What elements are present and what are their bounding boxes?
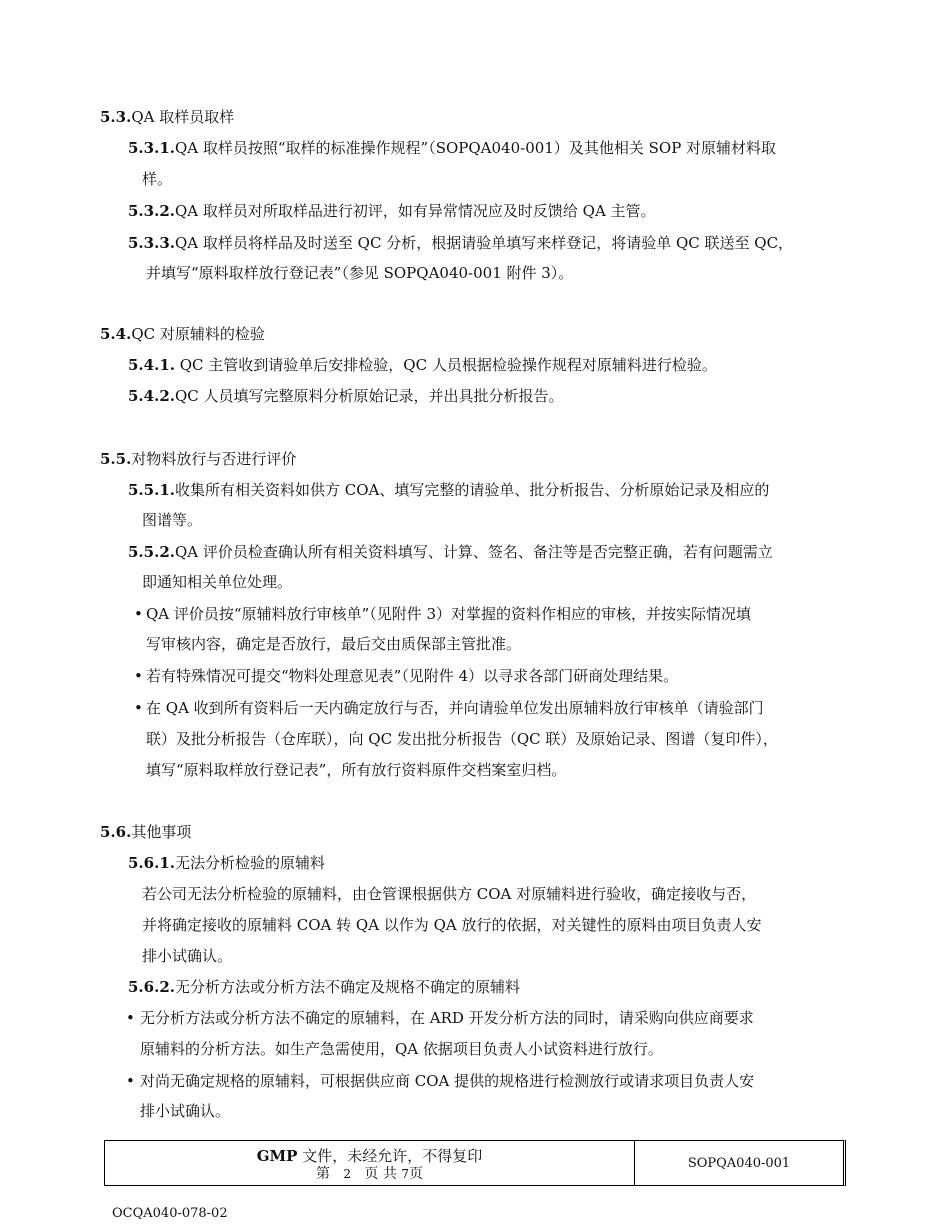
bullet-5-5-a: QA 评价员按“原辅料放行审核单”（见附件 3）对掌握的资料作相应的审核，并按实际情况填 — [146, 605, 752, 623]
item-5-5-2: 5.5.2.QA 评价员检查确认所有相关资料填写、计算、签名、备注等是否完整正确，若有问题需立 — [128, 543, 773, 561]
copy-notice: GMP 文件，未经允许，不得复印 — [256, 1147, 483, 1165]
page-total: 7 — [401, 1167, 409, 1181]
bullet-5-5-c-cont1: 联）及批分析报告（仓库联），向 QC 发出批分析报告（QC 联）及原始记录、图谱（复印件）， — [146, 730, 778, 748]
item-5-3-2: 5.3.2.QA 取样员对所取样品进行初评，如有异常情况应及时反馈给 QA 主管。 — [128, 202, 656, 220]
item-5-4-2: 5.4.2.QC 人员填写完整原料分析原始记录，并出具批分析报告。 — [128, 387, 564, 405]
item-5-3-3: 5.3.3.QA 取样员将样品及时送至 QC 分析，根据请验单填写来样登记，将请验单 QC 联送至 QC， — [128, 234, 794, 252]
bullet-5-5-c: 在 QA 收到所有资料后一天内确定放行与否，并向请验单位发出原辅料放行审核单（请验部门 — [146, 699, 764, 717]
bullet-5-6-a-cont: 原辅料的分析方法。如生产急需使用，QA 依据项目负责人小试资料进行放行。 — [140, 1040, 663, 1058]
item-5-5-1-cont: 图谱等。 — [142, 511, 203, 529]
item-5-6-2: 5.6.2.无分析方法或分析方法不确定及规格不确定的原辅料 — [128, 978, 520, 996]
footer-table — [104, 1140, 846, 1186]
bullet-5-5-c-cont2: 填写“原料取样放行登记表”，所有放行资料原件交档案室归档。 — [146, 761, 567, 779]
bullet-glyph: • — [126, 1009, 135, 1027]
document-number: OCQA040-078-02 — [112, 1206, 228, 1221]
item-5-3-3-cont: 并填写“原料取样放行登记表”（参见 SOPQA040-001 附件 3）。 — [146, 264, 574, 282]
page-indicator: 第 2 页 共 7页 — [316, 1166, 423, 1182]
footer-notice-cell — [105, 1141, 635, 1185]
bullet-5-6-b: 对尚无确定规格的原辅料，可根据供应商 COA 提供的规格进行检测放行或请求项目负责人安 — [140, 1072, 755, 1090]
section-5-4-heading: 5.4.QC 对原辅料的检验 — [100, 325, 265, 343]
item-5-4-1: 5.4.1. QC 主管收到请验单后安排检验，QC 人员根据检验操作规程对原辅料进行检验。 — [128, 356, 717, 374]
section-5-6-heading: 5.6.其他事项 — [100, 823, 192, 841]
section-5-5-heading: 5.5.对物料放行与否进行评价 — [100, 450, 297, 468]
item-5-6-1-p3: 排小试确认。 — [142, 947, 233, 965]
bullet-5-6-b-cont: 排小试确认。 — [140, 1102, 231, 1120]
bullet-glyph: • — [126, 1072, 135, 1090]
page-number: 2 — [343, 1167, 352, 1181]
item-5-3-1: 5.3.1.QA 取样员按照“取样的标准操作规程”（SOPQA040-001）及其他相关 SOP 对原辅材料取 — [128, 139, 777, 157]
bullet-glyph: • — [134, 605, 143, 623]
bullet-5-5-a-cont: 写审核内容，确定是否放行，最后交由质保部主管批准。 — [146, 635, 522, 653]
bullet-glyph: • — [134, 699, 143, 717]
item-5-5-2-cont: 即通知相关单位处理。 — [142, 573, 293, 591]
bullet-5-5-b: 若有特殊情况可提交“物料处理意见表”（见附件 4）以寻求各部门研商处理结果。 — [146, 667, 679, 685]
item-5-3-1-cont: 样。 — [142, 170, 173, 188]
bullet-glyph: • — [134, 667, 143, 685]
bullet-5-6-a: 无分析方法或分析方法不确定的原辅料，在 ARD 开发分析方法的同时，请采购向供应商要求 — [140, 1009, 754, 1027]
item-5-6-1-p1: 若公司无法分析检验的原辅料，由仓管课根据供方 COA 对原辅料进行验收，确定接收与否， — [142, 885, 757, 903]
doc-code-cell: SOPQA040-001 — [687, 1155, 791, 1171]
section-5-3-heading: 5.3.QA 取样员取样 — [100, 108, 235, 126]
item-5-6-1: 5.6.1.无法分析检验的原辅料 — [128, 854, 325, 872]
item-5-5-1: 5.5.1.收集所有相关资料如供方 COA、填写完整的请验单、批分析报告、分析原始记录及相应的 — [128, 481, 770, 499]
item-5-6-1-p2: 并将确定接收的原辅料 COA 转 QA 以作为 QA 放行的依据，对关键性的原料由项目负责人安 — [142, 916, 762, 934]
